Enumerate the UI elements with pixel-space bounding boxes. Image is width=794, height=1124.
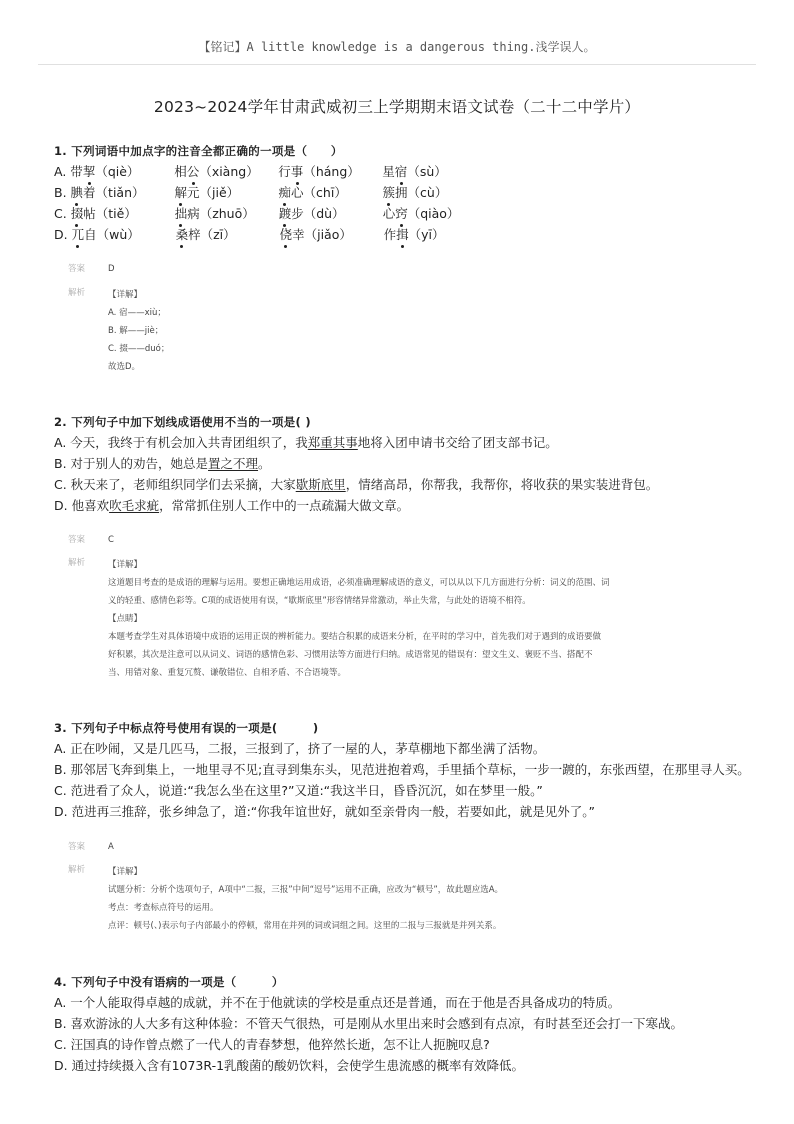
answer-value: D	[108, 264, 115, 274]
question-stem: 3. 下列句子中标点符号使用有误的一项是( )	[54, 721, 319, 735]
explanation-line: A. 宿——xiù；	[108, 308, 166, 318]
dotted-character: 揖	[396, 224, 409, 245]
option-text: B. 对于别人的劝告，她总是	[54, 456, 209, 471]
word-item	[384, 224, 494, 245]
dotted-character: 桑	[176, 224, 189, 245]
dotted-character: 解	[175, 182, 188, 203]
option-a	[54, 161, 754, 182]
word-item	[279, 203, 383, 224]
header-motto: 【铭记】A little knowledge is a dangerous thing.浅学误人。	[198, 40, 596, 54]
explanation-line: C. 掇——duó；	[108, 344, 170, 354]
word-item	[71, 182, 175, 203]
exam-title: 2023~2024学年甘肃武威初三上学期期末语文试卷（二十二中学片）	[153, 98, 641, 116]
explanation-line: 【点睛】	[108, 614, 143, 624]
option-text: ，情绪高昂，你帮我，我帮你，将收获的果实装进背包。	[345, 477, 659, 492]
dotted-character: 拙	[175, 203, 188, 224]
option-c: C. 范进看了众人，说道:“我怎么坐在这里?”又道:“我这半日，昏昏沉沉，如在梦里一般。”	[54, 783, 543, 798]
explanation-line: 故选D。	[108, 362, 141, 372]
dotted-character: 侥	[280, 224, 293, 245]
dotted-character: 踱	[279, 203, 292, 224]
word-text: 病（zhuō）	[187, 206, 255, 221]
word-item	[383, 203, 493, 224]
dotted-character: 事	[291, 161, 304, 182]
word-item	[72, 224, 176, 245]
underlined-idiom: 吹毛求疵	[109, 498, 160, 513]
word-item	[175, 203, 279, 224]
option-c	[54, 474, 754, 495]
answer-block-1	[68, 260, 728, 278]
option-a: A. 正在吵闹，又是几匹马，二报，三报到了，挤了一屋的人，茅草棚地下都坐满了活物。	[54, 741, 546, 756]
word-item	[382, 161, 492, 182]
word-item	[280, 224, 384, 245]
word-text: 相	[174, 164, 187, 179]
word-text: （xiàng）	[199, 164, 259, 179]
word-text: 着（tiǎn）	[83, 185, 145, 200]
word-text: 幸（jiǎo）	[292, 227, 352, 242]
analysis-label: 解析	[68, 288, 86, 298]
option-prefix: C.	[54, 206, 71, 221]
question-stem: 1. 下列词语中加点字的注音全都正确的一项是（ ）	[54, 144, 343, 158]
question-3	[54, 718, 754, 822]
question-1	[54, 141, 754, 245]
word-text: 梓（zī）	[188, 227, 236, 242]
option-text: C. 秋天来了，老师组织同学们去采摘，大家	[54, 477, 296, 492]
explanation-line: 这道题目考查的是成语的理解与运用。要想正确地运用成语，必须准确理解成语的意义，可以从以下几方面进行分析：词义的范围、词	[108, 578, 610, 588]
word-text: 自（wù）	[84, 227, 140, 242]
option-list	[54, 161, 754, 245]
option-prefix: A.	[54, 164, 71, 179]
dotted-character: 掇	[71, 203, 84, 224]
word-item	[176, 224, 280, 245]
explanation-line: 义的轻重、感情色彩等。C项的成语使用有误，“歇斯底里”形容情绪异常激动，举止失常，与此处的语境不相符。	[108, 596, 531, 606]
word-text: 作	[383, 227, 397, 242]
option-text: 。	[258, 456, 271, 471]
option-a	[54, 432, 754, 453]
word-item	[383, 182, 493, 203]
word-text: 心	[382, 206, 396, 221]
option-text: D. 他喜欢	[54, 498, 110, 513]
option-d: D. 通过持续摄入含有1073R-1乳酸菌的酸奶饮料，会使学生患流感的概率有效降低。	[54, 1058, 525, 1073]
word-item	[174, 161, 278, 182]
option-text: A. 今天，我终于有机会加入共青团组织了，我	[54, 435, 308, 450]
question-2	[54, 412, 754, 516]
option-d	[54, 224, 754, 245]
option-text: ，常常抓住别人工作中的一点疏漏大做文章。	[159, 498, 410, 513]
word-text: 带	[70, 164, 83, 179]
word-text: 步（dù）	[291, 206, 345, 221]
word-item	[175, 182, 279, 203]
word-text: 拥（cù）	[395, 185, 448, 200]
explanation-line: 好积累，其次是注意可以从词义、词语的感情色彩、习惯用法等方面进行归纳。成语常见的错误有：望文生义、褒贬不当、搭配不	[108, 650, 593, 660]
underlined-idiom: 置之不理	[208, 456, 259, 471]
underlined-idiom: 歇斯底里	[295, 477, 346, 492]
word-text: 星	[382, 164, 395, 179]
option-c	[54, 203, 754, 224]
explanation-line: 当、用错对象、重复冗赘、谦敬错位、自相矛盾、不合语境等。	[108, 668, 347, 678]
word-text: 心（chī）	[291, 185, 347, 200]
word-text: 行	[278, 164, 291, 179]
word-item	[278, 161, 382, 182]
answer-block-2	[68, 531, 728, 549]
answer-label: 答案	[68, 264, 86, 274]
answer-label: 答案	[68, 535, 86, 545]
explanation-line: 【详解】	[108, 867, 143, 877]
explanation-line: 本题考查学生对具体语境中成语的运用正误的辨析能力。要结合积累的成语来分析，在平时的学习中，首先我们对于遇到的成语要做	[108, 632, 602, 642]
option-d: D. 范进再三推辞，张乡绅急了，道:“你我年谊世好，就如至亲骨肉一般，若要如此，就是见外了。”	[54, 804, 595, 819]
option-prefix: D.	[54, 227, 72, 242]
dotted-character: 痴	[279, 182, 292, 203]
header-divider	[38, 64, 756, 65]
word-text: 帖（tiě）	[83, 206, 137, 221]
question-stem: 4. 下列句子中没有语病的一项是（ ）	[54, 975, 284, 989]
dotted-character: 窍	[395, 203, 408, 224]
explanation-line: 考点：考查标点符号的运用。	[108, 903, 219, 913]
word-text: （qiè）	[95, 164, 140, 179]
option-b	[54, 453, 754, 474]
word-text: （yī）	[408, 227, 445, 242]
analysis-label: 解析	[68, 558, 86, 568]
word-text: （sù）	[407, 164, 447, 179]
answer-value: A	[108, 842, 114, 852]
explanation-line: 点评：顿号(、)表示句子内部最小的停顿，常用在并列的词或词组之间。这里的二报与三报就是并列关系。	[108, 921, 502, 931]
word-text: （háng）	[303, 164, 360, 179]
question-stem: 2. 下列句子中加下划线成语使用不当的一项是( )	[54, 415, 311, 429]
option-b: B. 那邻居飞奔到集上，一地里寻不见;直寻到集东头，见范进抱着鸡，手里插个草标，一步一踱的，东张西望，在那里寻人买。	[54, 762, 750, 777]
answer-block-3	[68, 838, 728, 856]
explanation-block-1	[68, 286, 728, 376]
option-a: A. 一个人能取得卓越的成就，并不在于他就读的学校是重点还是普通，而在于他是否具备成功的特质。	[54, 995, 621, 1010]
dotted-character: 腆	[71, 182, 84, 203]
dotted-character: 兀	[72, 224, 85, 245]
option-b	[54, 182, 754, 203]
dotted-character: 簇	[383, 182, 396, 203]
explanation-block-3	[68, 863, 728, 935]
option-c: C. 汪国真的诗作曾点燃了一代人的青春梦想，他猝然长逝，怎不让人扼腕叹息?	[54, 1037, 490, 1052]
explanation-line: B. 解——jiè；	[108, 326, 164, 336]
explanation-line: 【详解】	[108, 290, 143, 300]
question-4	[54, 972, 754, 1076]
analysis-label: 解析	[68, 865, 86, 875]
word-item	[279, 182, 383, 203]
word-text: （qiào）	[407, 206, 460, 221]
explanation-block-2	[68, 556, 728, 682]
dotted-character: 挈	[83, 161, 96, 182]
answer-value: C	[108, 535, 114, 545]
option-list	[54, 432, 754, 516]
word-text: 元（jiě）	[187, 185, 240, 200]
word-item	[70, 161, 174, 182]
underlined-idiom: 郑重其事	[307, 435, 358, 450]
option-d	[54, 495, 754, 516]
answer-label: 答案	[68, 842, 86, 852]
option-b: B. 喜欢游泳的人大多有这种体验：不管天气很热，可是刚从水里出来时会感到有点凉，有时甚至还会打一下寒战。	[54, 1016, 684, 1031]
dotted-character: 宿	[395, 161, 408, 182]
explanation-line: 试题分析：分析个选项句子，A项中“二报，三报”中间“逗号”运用不正确，应改为“顿号”，故此题应选A。	[108, 885, 504, 895]
dotted-character: 公	[187, 161, 200, 182]
option-prefix: B.	[54, 185, 71, 200]
explanation-line: 【详解】	[108, 560, 143, 570]
option-text: 地将入团申请书交给了团支部书记。	[357, 435, 558, 450]
word-item	[71, 203, 175, 224]
